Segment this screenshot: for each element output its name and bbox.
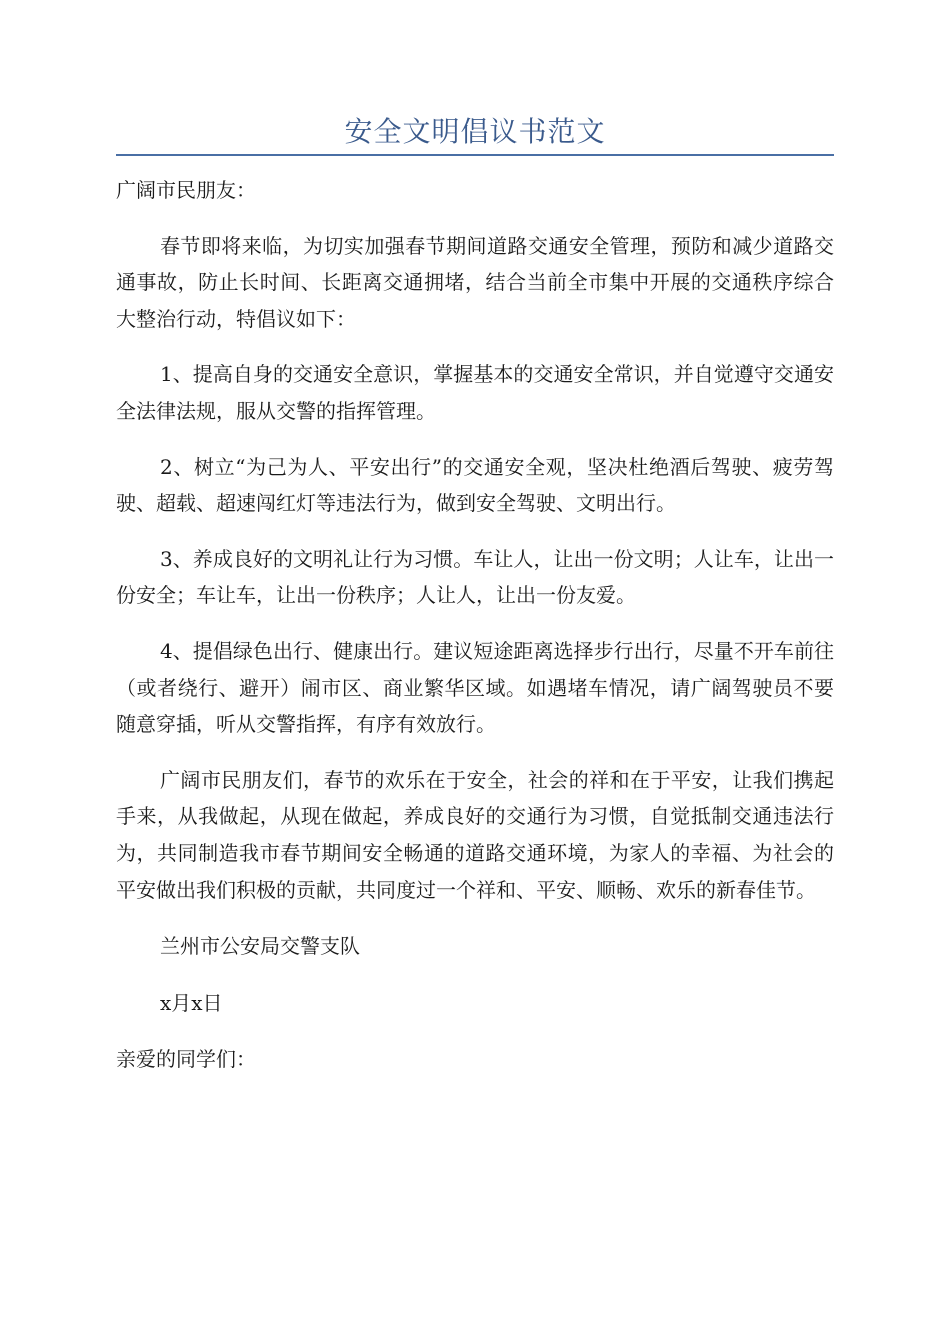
paragraph-intro: 春节即将来临，为切实加强春节期间道路交通安全管理，预防和减少道路交通事故，防止长时间、长距离交通拥堵，结合当前全市集中开展的交通秩序综合大整治行动，特倡议如下： (116, 233, 834, 331)
paragraph-item-2: 2、树立“为己为人、平安出行”的交通安全观，坚决杜绝酒后驾驶、疲劳驾驶、超载、超速闯红灯等违法行为，做到安全驾驶、文明出行。 (116, 454, 834, 516)
paragraph-item-1: 1、提高自身的交通安全意识，掌握基本的交通安全常识，并自觉遵守交通安全法律法规，服从交警的指挥管理。 (116, 362, 834, 423)
document-body (116, 172, 834, 1078)
date: x月x日 (160, 990, 223, 1015)
paragraph-item-3: 3、养成良好的文明礼让行为习惯。车让人，让出一份文明；人让车，让出一份安全；车让车，让出一份秩序；人让人，让出一份友爱。 (116, 546, 834, 608)
paragraph-item-4: 4、提倡绿色出行、健康出行。建议短途距离选择步行出行，尽量不开车前往（或者绕行、避开）闹市区、商业繁华区域。如遇堵车情况，请广阔驾驶员不要随意穿插，听从交警指挥，有序有效放行。 (116, 638, 834, 737)
title-underline (116, 154, 834, 156)
document-title: 安全文明倡议书范文 (344, 115, 606, 148)
signature: 兰州市公安局交警支队 (160, 934, 360, 959)
paragraph-closing: 广阔市民朋友们，春节的欢乐在于安全，社会的祥和在于平安，让我们携起手来，从我做起，从现在做起，养成良好的交通行为习惯，自觉抵制交通违法行为，共同制造我市春节期间安全畅通的道路交通环境，为家人的幸福、为社会的平安做出我们积极的贡献，共同度过一个祥和、平安、顺畅、欢乐的新春佳节。 (116, 767, 834, 902)
salutation: 广阔市民朋友： (116, 178, 256, 202)
next-salutation: 亲爱的同学们： (116, 1047, 256, 1072)
